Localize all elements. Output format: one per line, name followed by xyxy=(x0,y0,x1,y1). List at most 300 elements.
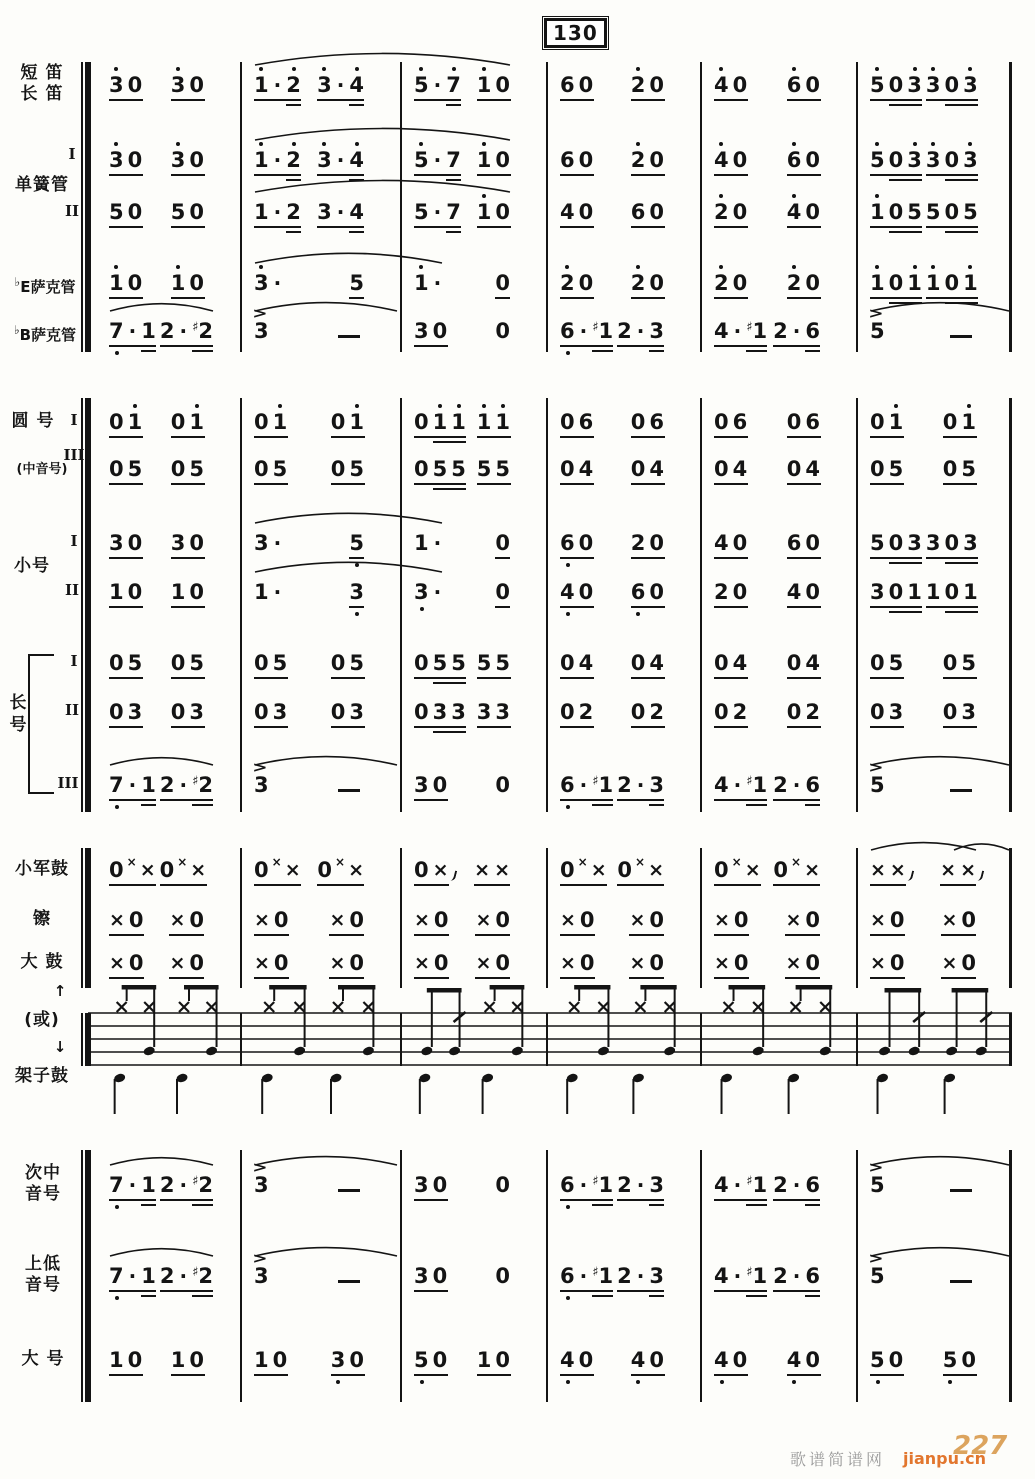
note-cell xyxy=(712,640,749,686)
measure xyxy=(856,260,1012,306)
octave-dot-below xyxy=(566,805,570,809)
note-digit: 0 xyxy=(414,700,429,724)
measure xyxy=(546,520,700,566)
beam-underline xyxy=(870,884,906,886)
measure xyxy=(95,640,240,686)
note-cell xyxy=(939,940,978,986)
octave-dot-below xyxy=(420,1380,424,1384)
measure xyxy=(240,189,400,235)
note-digit: 5 xyxy=(349,651,364,675)
beam-underline xyxy=(317,99,364,101)
beam-underline xyxy=(160,1290,213,1292)
note-digit: 0 xyxy=(189,1348,204,1372)
note-digit: 4 xyxy=(349,72,364,98)
octave-dot-below xyxy=(948,1380,952,1384)
beam-underline xyxy=(414,977,449,979)
measure xyxy=(856,1337,1012,1383)
note-digit: 0 xyxy=(349,908,364,932)
measure xyxy=(546,640,700,686)
beam-underline xyxy=(254,483,288,485)
note-digit: 0 xyxy=(888,271,904,295)
note-digit: 0 xyxy=(870,457,885,481)
note-cell xyxy=(868,569,924,615)
note-digit: 0 xyxy=(109,700,124,724)
note-cell xyxy=(107,137,144,183)
octave-dot-above xyxy=(355,404,359,408)
note-digit: 0 xyxy=(127,73,143,97)
beam-underline xyxy=(714,606,748,608)
note-digit: 0 xyxy=(944,531,960,555)
note-digit: 3 > xyxy=(254,318,269,344)
note-digit: 7 xyxy=(446,200,461,224)
beam-underline xyxy=(329,977,364,979)
beam-underline xyxy=(171,226,205,228)
note-digit: 0 xyxy=(714,410,729,434)
measure xyxy=(700,137,856,183)
note-cell xyxy=(475,189,512,235)
note-cell xyxy=(712,1337,749,1383)
beam-underline xyxy=(141,1295,156,1297)
note-cell xyxy=(107,569,144,615)
beam-underline xyxy=(414,726,466,728)
instrument-numeral-tb2: II xyxy=(64,701,80,719)
note-digit: 2 xyxy=(159,1264,175,1288)
note-digit: 1 xyxy=(414,270,429,296)
note-cell xyxy=(712,1162,769,1208)
note-cell xyxy=(868,1253,887,1299)
label-text: 大 号 xyxy=(21,1349,65,1369)
note-cell xyxy=(558,308,615,354)
note-digit: 0 xyxy=(942,651,958,675)
note-digit: 0 xyxy=(942,410,958,434)
beam-underline xyxy=(331,1374,365,1376)
note-digit: 0 xyxy=(495,1264,510,1288)
measure xyxy=(546,308,700,354)
note-cell xyxy=(941,689,978,735)
note-cell xyxy=(712,137,749,183)
note-digit: 5 xyxy=(961,651,976,675)
drumkit-staff xyxy=(0,960,1035,1170)
octave-dot-above xyxy=(913,67,917,71)
barline xyxy=(85,848,91,988)
note-cell xyxy=(412,62,463,108)
note-digit: 5 xyxy=(272,457,288,481)
note-digit: 1 xyxy=(889,409,904,435)
note-digit: 2 xyxy=(630,531,646,555)
note-digit: 2 xyxy=(159,319,175,343)
note-digit: 2 xyxy=(631,147,646,173)
note-digit: 5 xyxy=(476,457,492,481)
note-digit: 4 xyxy=(630,1348,646,1372)
octave-dot-below xyxy=(792,1380,796,1384)
note-digit: 0 xyxy=(128,951,144,975)
barline xyxy=(400,398,402,812)
note-cell xyxy=(785,137,822,183)
beam-underline xyxy=(109,1374,143,1376)
measure xyxy=(856,762,1012,808)
note-digit: 0 xyxy=(961,951,976,975)
note-digit: 0 xyxy=(560,457,575,481)
beam-underline xyxy=(870,557,922,559)
note-digit: 2 xyxy=(159,773,175,797)
note-cell xyxy=(868,399,905,445)
note-cell xyxy=(941,1337,978,1383)
note-cell xyxy=(473,940,512,986)
accent-icon: > xyxy=(868,306,884,322)
eighth-flag-icon xyxy=(447,869,456,881)
note-digit: 0 xyxy=(254,651,269,675)
barline xyxy=(85,1150,91,1402)
dot-separator: · xyxy=(433,271,442,295)
note-cell xyxy=(412,189,463,235)
note-digit: 6 xyxy=(805,1173,820,1197)
beam-underline xyxy=(714,726,748,728)
beam-underline xyxy=(870,174,922,176)
x-note-flagged: × xyxy=(890,857,906,883)
instrument-label-ebsax xyxy=(0,272,90,298)
note-digit: 3 xyxy=(926,147,941,173)
note-cell xyxy=(252,446,289,492)
note-cell xyxy=(868,520,924,566)
beam-underline xyxy=(414,174,461,176)
note-digit: 0 xyxy=(189,148,204,172)
beam-underline xyxy=(286,104,301,106)
note-digit: 0 xyxy=(128,908,144,932)
beam-underline xyxy=(773,884,820,886)
note-digit: 0 xyxy=(578,531,594,555)
barline xyxy=(546,62,548,352)
beam-underline xyxy=(141,804,156,806)
note-cell xyxy=(412,569,444,615)
note-digit: 5 xyxy=(870,531,885,555)
note-digit: 3 xyxy=(476,700,492,724)
note-cell xyxy=(169,569,206,615)
note-cell xyxy=(167,940,206,986)
note-cell xyxy=(252,1253,271,1299)
beam-underline xyxy=(109,726,143,728)
note-digit: 4 xyxy=(649,651,664,675)
note-digit: 0 xyxy=(330,457,346,481)
beam-underline xyxy=(714,99,748,101)
note-digit: 4 xyxy=(786,580,802,604)
octave-dot-above xyxy=(875,67,879,71)
note-digit: 0 xyxy=(578,73,594,97)
measure xyxy=(240,1337,400,1383)
note-cell xyxy=(924,189,980,235)
note-cell xyxy=(615,1162,666,1208)
note-cell xyxy=(252,640,289,686)
measure xyxy=(240,446,400,492)
octave-dot-above xyxy=(259,142,263,146)
note-digit: 4 xyxy=(714,1173,729,1197)
note-digit: 4 xyxy=(560,200,575,224)
note-digit: ♯1 xyxy=(592,1264,614,1288)
beam-underline xyxy=(171,1374,205,1376)
dot-separator: · xyxy=(336,148,345,172)
beam-underline xyxy=(631,1374,665,1376)
note-cell xyxy=(412,1337,449,1383)
beam-underline xyxy=(649,1295,664,1297)
measure xyxy=(400,308,546,354)
beam-underline xyxy=(254,436,288,438)
note-cell xyxy=(785,520,822,566)
octave-dot-above xyxy=(875,265,879,269)
note-cell xyxy=(629,189,666,235)
note-digit: 3 xyxy=(925,531,941,555)
note-digit: ♯1 xyxy=(592,1173,614,1197)
octave-dot-above xyxy=(419,67,423,71)
note-digit: 1 xyxy=(128,409,143,435)
note-cell xyxy=(868,137,924,183)
dash-note xyxy=(334,772,364,798)
beam-underline xyxy=(414,483,466,485)
note-cell xyxy=(329,1337,366,1383)
beam-underline xyxy=(870,226,922,228)
measure xyxy=(546,399,700,445)
note-digit: 7 xyxy=(109,319,124,343)
label-line xyxy=(2,411,64,432)
beam-underline xyxy=(446,231,461,233)
note-digit: 7 xyxy=(109,1173,124,1197)
beam-underline xyxy=(617,1199,664,1201)
x-note: × xyxy=(590,859,607,881)
note-cell xyxy=(944,1162,978,1208)
note-digit: 0 xyxy=(649,951,664,975)
grace-x-note: × xyxy=(577,855,588,869)
note-cell xyxy=(475,399,512,445)
note-cell xyxy=(169,689,206,735)
note-digit: ♯1 xyxy=(746,1264,768,1288)
dot-separator: · xyxy=(733,1264,742,1288)
beam-underline xyxy=(171,726,205,728)
note-cell xyxy=(615,762,666,808)
note-digit: 0 xyxy=(870,410,885,434)
octave-dot-below xyxy=(336,1380,340,1384)
note-cell xyxy=(558,1337,595,1383)
note-digit: 6 xyxy=(560,773,575,797)
measure xyxy=(700,1337,856,1383)
note-digit: 0 xyxy=(330,651,346,675)
barline xyxy=(546,848,548,988)
label-text: 小军鼓 xyxy=(15,859,69,879)
octave-dot-below xyxy=(566,563,570,567)
dot-separator: · xyxy=(792,773,801,797)
note-cell xyxy=(629,399,666,445)
instrument-label-drumkit: 架子鼓 xyxy=(15,1066,69,1086)
x-note-flagged: × xyxy=(433,857,449,883)
dot-separator: · xyxy=(433,200,442,224)
beam-underline xyxy=(870,297,922,299)
beam-underline xyxy=(475,934,510,936)
beam-underline xyxy=(889,611,922,613)
grace-x-note: × xyxy=(126,855,137,869)
beam-underline xyxy=(171,606,205,608)
beam-underline xyxy=(109,977,144,979)
label-line xyxy=(4,1254,82,1275)
note-cell xyxy=(107,1253,158,1299)
note-cell xyxy=(783,897,822,943)
dot-separator: · xyxy=(733,773,742,797)
note-digit: 3 xyxy=(432,700,448,724)
beam-underline xyxy=(592,350,613,352)
watermark-link[interactable]: jianpu.cn xyxy=(903,1449,986,1468)
instrument-label-thorn xyxy=(4,1163,82,1205)
note-digit: 6 xyxy=(560,148,575,172)
beam-underline xyxy=(192,350,213,352)
note-cell xyxy=(924,260,980,306)
note-digit: 0 xyxy=(254,457,269,481)
note-digit: 0 xyxy=(189,200,204,224)
dot-separator: · xyxy=(128,773,137,797)
instrument-numeral-tb3: III xyxy=(57,774,79,792)
note-digit: 0 xyxy=(433,908,449,932)
measure xyxy=(95,940,240,986)
octave-dot-above xyxy=(482,142,486,146)
note-cell xyxy=(412,260,444,306)
sharp-icon: ♯ xyxy=(192,1265,199,1280)
beam-underline xyxy=(560,1199,613,1201)
beam-underline xyxy=(943,483,977,485)
barline xyxy=(546,1013,548,1066)
beam-underline xyxy=(109,1290,156,1292)
octave-dot-above xyxy=(355,67,359,71)
note-cell xyxy=(558,1253,615,1299)
note-cell xyxy=(785,446,822,492)
measure xyxy=(700,569,856,615)
beam-underline xyxy=(317,226,364,228)
note-digit: 0 xyxy=(170,410,186,434)
note-cell xyxy=(158,1162,215,1208)
note-digit: 3 xyxy=(349,700,364,724)
note-cell xyxy=(475,137,512,183)
note-digit: 5 xyxy=(907,200,922,224)
beam-underline xyxy=(171,297,205,299)
note-digit: 0 xyxy=(414,858,429,882)
octave-dot-above xyxy=(419,265,423,269)
note-cell xyxy=(107,1337,144,1383)
note-digit: 3 xyxy=(649,1264,665,1288)
eighth-flag-icon xyxy=(905,869,914,881)
barline xyxy=(700,848,702,988)
note-digit: 3 xyxy=(317,72,332,98)
beam-underline xyxy=(331,677,365,679)
measure xyxy=(546,1253,700,1299)
barline xyxy=(240,848,242,988)
octave-dot-above xyxy=(913,142,917,146)
note-digit: 1 xyxy=(141,1264,156,1288)
note-digit: 0 xyxy=(349,951,364,975)
note-cell xyxy=(939,897,978,943)
beam-underline xyxy=(870,934,905,936)
octave-dot-above xyxy=(259,67,263,71)
note-digit: 0 xyxy=(495,1173,510,1197)
note-cell xyxy=(771,308,822,354)
note-digit: 5 xyxy=(127,457,143,481)
measure xyxy=(546,762,700,808)
barline xyxy=(240,1150,242,1402)
sharp-icon: ♯ xyxy=(592,1265,599,1280)
note-digit: 3 xyxy=(907,72,922,98)
beam-underline xyxy=(649,1204,664,1206)
beam-underline xyxy=(414,226,461,228)
dot-separator: · xyxy=(179,1173,188,1197)
measure xyxy=(400,399,546,445)
beam-underline xyxy=(714,174,748,176)
label-text: 长 笛 xyxy=(20,84,64,104)
beam-underline xyxy=(414,1290,448,1292)
note-digit: 4 xyxy=(714,147,729,173)
beam-underline xyxy=(714,557,748,559)
dot-separator: · xyxy=(433,148,442,172)
note-cell xyxy=(158,1253,215,1299)
measure xyxy=(700,689,856,735)
note-cell xyxy=(252,1337,289,1383)
watermark-text: 歌谱简谱网 xyxy=(790,1450,886,1469)
note-digit: 5 xyxy=(495,651,510,675)
beam-underline xyxy=(560,174,594,176)
beam-underline xyxy=(414,934,449,936)
dash-note xyxy=(946,1172,976,1198)
note-cell xyxy=(785,62,822,108)
instrument-numeral-tp1: I xyxy=(70,532,78,550)
note-digit: 0 xyxy=(944,271,960,295)
beam-underline xyxy=(477,174,511,176)
measure xyxy=(400,1162,546,1208)
label-line xyxy=(0,859,84,880)
note-digit: 5 xyxy=(963,200,978,224)
octave-dot-above xyxy=(419,142,423,146)
beam-underline xyxy=(787,726,821,728)
note-digit: 5 xyxy=(109,200,124,224)
note-cell xyxy=(712,520,749,566)
note-cell xyxy=(107,399,144,445)
beam-underline xyxy=(787,606,821,608)
dash-note xyxy=(334,318,364,344)
x-note: × xyxy=(169,909,186,931)
dot-separator: · xyxy=(273,200,282,224)
measure xyxy=(240,640,400,686)
note-digit: 0 xyxy=(127,148,143,172)
note-digit: 1 xyxy=(109,580,124,604)
note-digit: 2 xyxy=(617,773,632,797)
measure xyxy=(95,847,240,893)
beam-underline xyxy=(714,436,748,438)
beam-underline xyxy=(254,99,301,101)
note-cell xyxy=(558,762,615,808)
label-line xyxy=(4,1184,82,1205)
measure xyxy=(95,689,240,735)
beam-underline xyxy=(141,350,156,352)
note-digit: 0 xyxy=(579,908,595,932)
beam-underline xyxy=(746,1295,767,1297)
note-cell xyxy=(868,260,924,306)
note-digit: 0 xyxy=(495,271,510,295)
note-digit: 3 xyxy=(649,319,665,343)
note-cell xyxy=(252,1162,271,1208)
measure xyxy=(546,940,700,986)
note-digit: 3 xyxy=(254,531,269,555)
octave-dot-above xyxy=(894,404,898,408)
barline xyxy=(1009,1013,1012,1066)
beam-underline xyxy=(495,297,510,299)
beam-underline xyxy=(349,297,364,299)
measure xyxy=(856,308,1012,354)
beam-underline xyxy=(109,99,143,101)
note-digit: 3 > xyxy=(254,772,269,798)
measure xyxy=(700,308,856,354)
note-digit: 7 xyxy=(446,148,461,172)
note-digit: 4 xyxy=(732,457,748,481)
